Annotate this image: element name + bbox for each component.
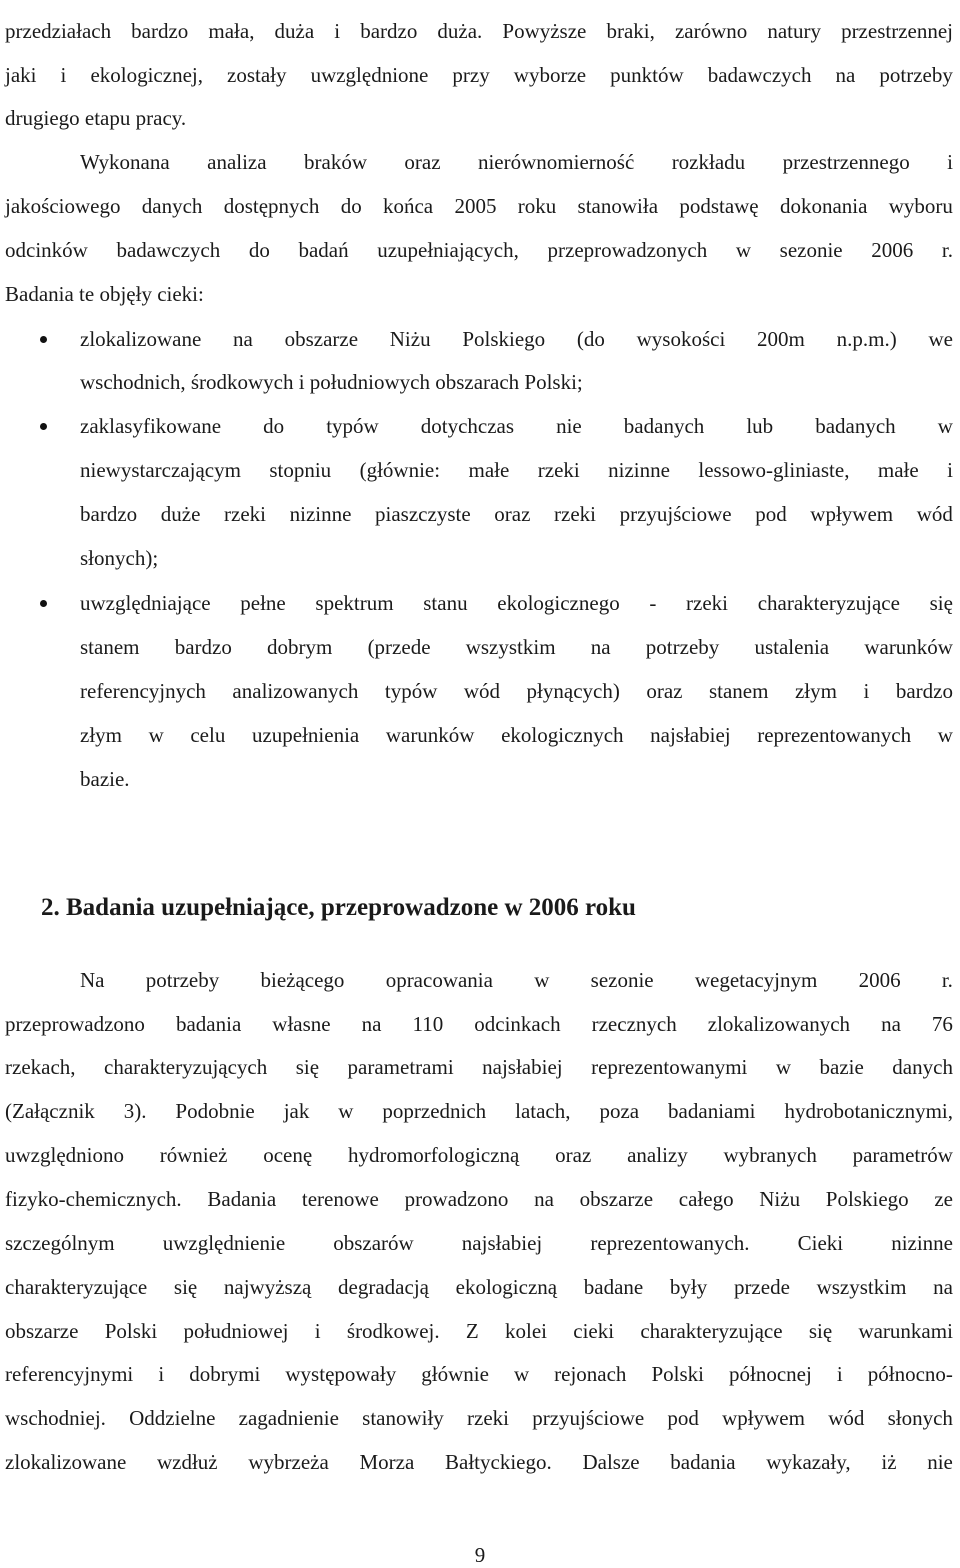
- word: i: [947, 150, 953, 174]
- word: wybranych: [723, 1143, 817, 1167]
- word: bieżącego: [260, 968, 345, 992]
- word: 2006: [858, 968, 901, 992]
- word: badania: [175, 1012, 242, 1036]
- word: podstawę: [679, 194, 759, 218]
- word: wszystkim: [816, 1275, 907, 1299]
- word: zlokalizowane: [5, 1450, 127, 1474]
- paragraph-line: [5, 1452, 953, 1473]
- word: i: [314, 1319, 321, 1343]
- word: Z: [465, 1319, 479, 1343]
- word: pod: [667, 1406, 699, 1430]
- word: wyborze: [513, 63, 587, 87]
- word: wybrzeża: [248, 1450, 329, 1474]
- word: charakteryzujących: [104, 1055, 268, 1079]
- word: na: [534, 1187, 554, 1211]
- word: ekologicznego: [497, 591, 620, 615]
- word: duże: [160, 502, 201, 526]
- word: się: [929, 591, 953, 615]
- list-item-line: [80, 593, 953, 614]
- word: sezonie: [779, 238, 843, 262]
- word: przeprowadzono: [5, 1012, 145, 1036]
- word: dokonania: [779, 194, 868, 218]
- word: rzeki: [686, 591, 729, 615]
- word: najsłabiej: [461, 1231, 543, 1255]
- word: parametrami: [347, 1055, 454, 1079]
- word: degradacją: [338, 1275, 429, 1299]
- word: charakteryzujące: [757, 591, 900, 615]
- word: złym: [80, 723, 122, 747]
- word: Polskiego: [825, 1187, 909, 1211]
- word: obszarze: [5, 1319, 79, 1343]
- word: najsłabiej: [650, 723, 731, 747]
- word: poprzednich: [382, 1099, 487, 1123]
- word: (do: [576, 327, 605, 351]
- word: badanych: [623, 414, 705, 438]
- paragraph-line: [5, 65, 953, 86]
- word: rzekach,: [5, 1055, 76, 1079]
- word: referencyjnych: [80, 679, 206, 703]
- word: ekologicznych: [501, 723, 624, 747]
- word: charakteryzujące: [5, 1275, 148, 1299]
- word: sezonie: [590, 968, 654, 992]
- word: i: [863, 679, 870, 703]
- word: dobrymi: [189, 1362, 261, 1386]
- word: dobrym: [267, 635, 333, 659]
- word: przyujściowe: [619, 502, 732, 526]
- word: się: [808, 1319, 833, 1343]
- word: wysokości: [636, 327, 726, 351]
- paragraph-line: [80, 152, 953, 173]
- word: roku: [517, 194, 557, 218]
- word: badaniami: [668, 1099, 756, 1123]
- word: analizowanych: [232, 679, 359, 703]
- word: we: [928, 327, 953, 351]
- word: również: [159, 1143, 228, 1167]
- word: występowały: [285, 1362, 397, 1386]
- word: uwzględnione: [310, 63, 429, 87]
- word: 76: [931, 1012, 953, 1036]
- word: braków: [304, 150, 367, 174]
- word: jak: [283, 1099, 310, 1123]
- list-item-line: [80, 329, 953, 350]
- word: na: [361, 1012, 382, 1036]
- word: przedziałach: [5, 19, 112, 43]
- word: celu: [190, 723, 226, 747]
- word: stanowiły: [362, 1406, 444, 1430]
- word: szczególnym: [5, 1231, 115, 1255]
- word: bardzo: [80, 502, 138, 526]
- word: oraz: [494, 502, 531, 526]
- word: wpływem: [722, 1406, 805, 1430]
- word: były: [669, 1275, 708, 1299]
- word: rejonach: [554, 1362, 627, 1386]
- word: nizinne: [289, 502, 352, 526]
- bullet-icon: [40, 423, 47, 430]
- word: pod: [755, 502, 787, 526]
- word: do: [248, 238, 270, 262]
- word: stanem: [708, 679, 769, 703]
- word: wykazały,: [766, 1450, 851, 1474]
- word: 200m: [757, 327, 805, 351]
- word: rzeki: [467, 1406, 510, 1430]
- word: punktów: [610, 63, 684, 87]
- word: badawczych: [707, 63, 812, 87]
- word: stopniu: [269, 458, 332, 482]
- list-item-line: [80, 637, 953, 658]
- word: wzdłuż: [156, 1450, 218, 1474]
- word: zlokalizowanych: [707, 1012, 851, 1036]
- word: zaklasyfikowane: [80, 414, 222, 438]
- word: cieki: [573, 1319, 615, 1343]
- word: Powyższe: [502, 19, 587, 43]
- word: uwzględniające: [80, 591, 211, 615]
- list-item-line: słonych);: [80, 546, 159, 570]
- word: Na: [80, 968, 105, 992]
- paragraph-line: [5, 196, 953, 217]
- word: ekologicznej,: [90, 63, 203, 87]
- word: w: [513, 1362, 530, 1386]
- word: małe: [468, 458, 510, 482]
- word: duża: [274, 19, 315, 43]
- word: poza: [599, 1099, 640, 1123]
- list-item-line: [80, 460, 953, 481]
- word: najsłabiej: [482, 1055, 563, 1079]
- word: dostępnych: [223, 194, 320, 218]
- word: Bałtyckiego.: [445, 1450, 552, 1474]
- word: potrzeby: [645, 635, 720, 659]
- word: badania: [670, 1450, 736, 1474]
- word: zarówno: [674, 19, 748, 43]
- word: głównie: [421, 1362, 489, 1386]
- word: Niżu: [759, 1187, 801, 1211]
- word: warunków: [385, 723, 475, 747]
- paragraph-line: [5, 1145, 953, 1166]
- word: badane: [583, 1275, 644, 1299]
- word: bazie: [819, 1055, 864, 1079]
- word: bardzo: [174, 635, 232, 659]
- word: zagadnienie: [238, 1406, 339, 1430]
- bullet-icon: [40, 600, 47, 607]
- word: charakteryzujące: [640, 1319, 783, 1343]
- paragraph-line: [5, 240, 953, 261]
- word: przede: [733, 1275, 790, 1299]
- word: nizinne: [608, 458, 670, 482]
- word: wód: [828, 1406, 865, 1430]
- paragraph-line: [5, 1014, 953, 1035]
- word: iż: [881, 1450, 897, 1474]
- word: wyboru: [888, 194, 953, 218]
- word: do: [340, 194, 362, 218]
- word: n.p.m.): [836, 327, 897, 351]
- list-item-line: [80, 681, 953, 702]
- word: Polski: [104, 1319, 158, 1343]
- word: rzecznych: [591, 1012, 677, 1036]
- word: stanowiła: [577, 194, 659, 218]
- word: typów: [384, 679, 438, 703]
- word: własne: [272, 1012, 331, 1036]
- word: duża.: [437, 19, 483, 43]
- word: i: [334, 19, 341, 43]
- word: warunków: [864, 635, 953, 659]
- word: danych: [141, 194, 203, 218]
- word: fizyko-chemicznych.: [5, 1187, 182, 1211]
- word: środkowej.: [346, 1319, 440, 1343]
- word: do: [263, 414, 285, 438]
- word: odcinkach: [474, 1012, 561, 1036]
- word: Dalsze: [582, 1450, 640, 1474]
- word: (głównie:: [359, 458, 441, 482]
- word: badanych: [815, 414, 896, 438]
- paragraph-line: Badania te objęły cieki:: [5, 282, 204, 306]
- word: przestrzennej: [841, 19, 953, 43]
- word: 2006: [871, 238, 914, 262]
- word: nizinne: [891, 1231, 953, 1255]
- word: się: [173, 1275, 198, 1299]
- word: mała,: [208, 19, 255, 43]
- word: jaki: [5, 63, 37, 87]
- word: oraz: [555, 1143, 592, 1167]
- word: w: [735, 238, 752, 262]
- word: hydromorfologiczną: [347, 1143, 520, 1167]
- word: lub: [746, 414, 774, 438]
- paragraph-line: [5, 1364, 953, 1385]
- word: na: [881, 1012, 901, 1036]
- page-number: 9: [474, 1543, 486, 1567]
- word: oraz: [404, 150, 441, 174]
- paragraph-line: [5, 1233, 953, 1254]
- word: bardzo: [895, 679, 953, 703]
- word: niewystarczającym: [80, 458, 241, 482]
- word: parametrów: [852, 1143, 953, 1167]
- word: Cieki: [797, 1231, 844, 1255]
- word: -: [649, 591, 657, 615]
- word: wpływem: [810, 502, 894, 526]
- bullet-icon: [40, 336, 47, 343]
- word: reprezentowanych.: [590, 1231, 750, 1255]
- section-heading: 2. Badania uzupełniające, przeprowadzone w 2006 roku: [41, 894, 636, 921]
- paragraph-line: [5, 21, 953, 42]
- list-item-line: [80, 504, 953, 525]
- word: reprezentowanymi: [591, 1055, 748, 1079]
- word: r.: [941, 238, 953, 262]
- word: w: [534, 968, 550, 992]
- paragraph-line: [5, 1321, 953, 1342]
- word: r.: [941, 968, 953, 992]
- word: w: [937, 723, 953, 747]
- word: pełne: [240, 591, 286, 615]
- word: Morza: [359, 1450, 415, 1474]
- word: Podobnie: [175, 1099, 255, 1123]
- word: płynących): [526, 679, 620, 703]
- word: wód: [463, 679, 501, 703]
- word: braki,: [606, 19, 655, 43]
- word: badań: [298, 238, 349, 262]
- word: całego: [678, 1187, 734, 1211]
- word: rzeki: [554, 502, 596, 526]
- word: rozkładu: [671, 150, 746, 174]
- word: obszarów: [333, 1231, 414, 1255]
- word: zostały: [227, 63, 287, 87]
- word: 2005: [454, 194, 497, 218]
- list-item-line: [80, 416, 953, 437]
- word: wód: [916, 502, 953, 526]
- word: analizy: [627, 1143, 688, 1167]
- word: ocenę: [263, 1143, 313, 1167]
- word: terenowe: [301, 1187, 379, 1211]
- word: typów: [326, 414, 379, 438]
- word: w: [775, 1055, 792, 1079]
- word: przeprowadzonych: [547, 238, 708, 262]
- word: północnej: [729, 1362, 812, 1386]
- word: ustalenia: [754, 635, 830, 659]
- word: rzeki: [224, 502, 266, 526]
- word: ze: [934, 1187, 953, 1211]
- word: hydrobotanicznymi,: [784, 1099, 953, 1123]
- paragraph-line: drugiego etapu pracy.: [5, 106, 187, 130]
- word: bardzo: [131, 19, 189, 43]
- word: złym: [794, 679, 837, 703]
- list-item-line: [80, 725, 953, 746]
- list-item-line: bazie.: [80, 767, 130, 791]
- word: słonych: [887, 1406, 953, 1430]
- word: końca: [382, 194, 434, 218]
- paragraph-line: [5, 1277, 953, 1298]
- word: najwyższą: [223, 1275, 312, 1299]
- word: przestrzennego: [782, 150, 910, 174]
- word: potrzeby: [145, 968, 220, 992]
- word: Oddzielne: [129, 1406, 216, 1430]
- word: rzeki: [537, 458, 580, 482]
- word: uzupełniających,: [377, 238, 519, 262]
- word: (Załącznik: [5, 1099, 95, 1123]
- word: w: [338, 1099, 354, 1123]
- word: wschodniej.: [5, 1406, 106, 1430]
- word: przy: [452, 63, 490, 87]
- word: referencyjnymi: [5, 1362, 134, 1386]
- word: warunkami: [858, 1319, 953, 1343]
- word: stanu: [423, 591, 468, 615]
- word: i: [60, 63, 67, 87]
- word: prowadzono: [404, 1187, 509, 1211]
- word: stanem: [80, 635, 140, 659]
- word: obszarze: [284, 327, 359, 351]
- word: w: [148, 723, 164, 747]
- word: opracowania: [385, 968, 493, 992]
- word: obszarze: [579, 1187, 654, 1211]
- word: północno-: [867, 1362, 953, 1386]
- word: reprezentowanych: [757, 723, 912, 747]
- word: i: [836, 1362, 843, 1386]
- word: spektrum: [315, 591, 394, 615]
- word: 110: [412, 1012, 444, 1036]
- word: na: [835, 63, 856, 87]
- paragraph-line: [5, 1408, 953, 1429]
- word: zlokalizowane: [80, 327, 202, 351]
- word: ekologiczną: [455, 1275, 558, 1299]
- paragraph-line: [5, 1057, 953, 1078]
- word: wegetacyjnym: [694, 968, 818, 992]
- word: na: [590, 635, 611, 659]
- word: oraz: [646, 679, 683, 703]
- word: latach,: [515, 1099, 571, 1123]
- word: uwzględnienie: [162, 1231, 286, 1255]
- word: natury: [767, 19, 821, 43]
- word: odcinków: [5, 238, 88, 262]
- word: piaszczyste: [375, 502, 471, 526]
- word: nie: [556, 414, 582, 438]
- word: dotychczas: [420, 414, 515, 438]
- word: nie: [927, 1450, 953, 1474]
- word: małe: [877, 458, 919, 482]
- word: na: [233, 327, 253, 351]
- word: 3).: [123, 1099, 147, 1123]
- paragraph-line: [5, 1101, 953, 1122]
- paragraph-line: [5, 1189, 953, 1210]
- word: nierównomierność: [477, 150, 635, 174]
- word: bardzo: [360, 19, 418, 43]
- word: Polskiego: [462, 327, 546, 351]
- word: przyujściowe: [532, 1406, 645, 1430]
- word: w: [937, 414, 953, 438]
- word: Wykonana: [80, 150, 170, 174]
- word: (przede: [367, 635, 431, 659]
- word: Polski: [651, 1362, 704, 1386]
- word: uwzględniono: [5, 1143, 124, 1167]
- word: Niżu: [389, 327, 431, 351]
- word: południowej: [183, 1319, 289, 1343]
- word: i: [947, 458, 953, 482]
- word: kolei: [505, 1319, 547, 1343]
- word: uzupełnienia: [251, 723, 360, 747]
- word: wszystkim: [465, 635, 556, 659]
- list-item-line: wschodnich, środkowych i południowych obszarach Polski;: [80, 370, 583, 394]
- word: się: [295, 1055, 320, 1079]
- paragraph-line: [80, 970, 953, 991]
- word: badawczych: [116, 238, 221, 262]
- word: analiza: [207, 150, 267, 174]
- word: danych: [892, 1055, 953, 1079]
- word: jakościowego: [5, 194, 121, 218]
- word: Badania: [207, 1187, 277, 1211]
- word: lessowo-gliniaste,: [698, 458, 850, 482]
- word: i: [158, 1362, 165, 1386]
- word: potrzeby: [879, 63, 953, 87]
- word: na: [933, 1275, 953, 1299]
